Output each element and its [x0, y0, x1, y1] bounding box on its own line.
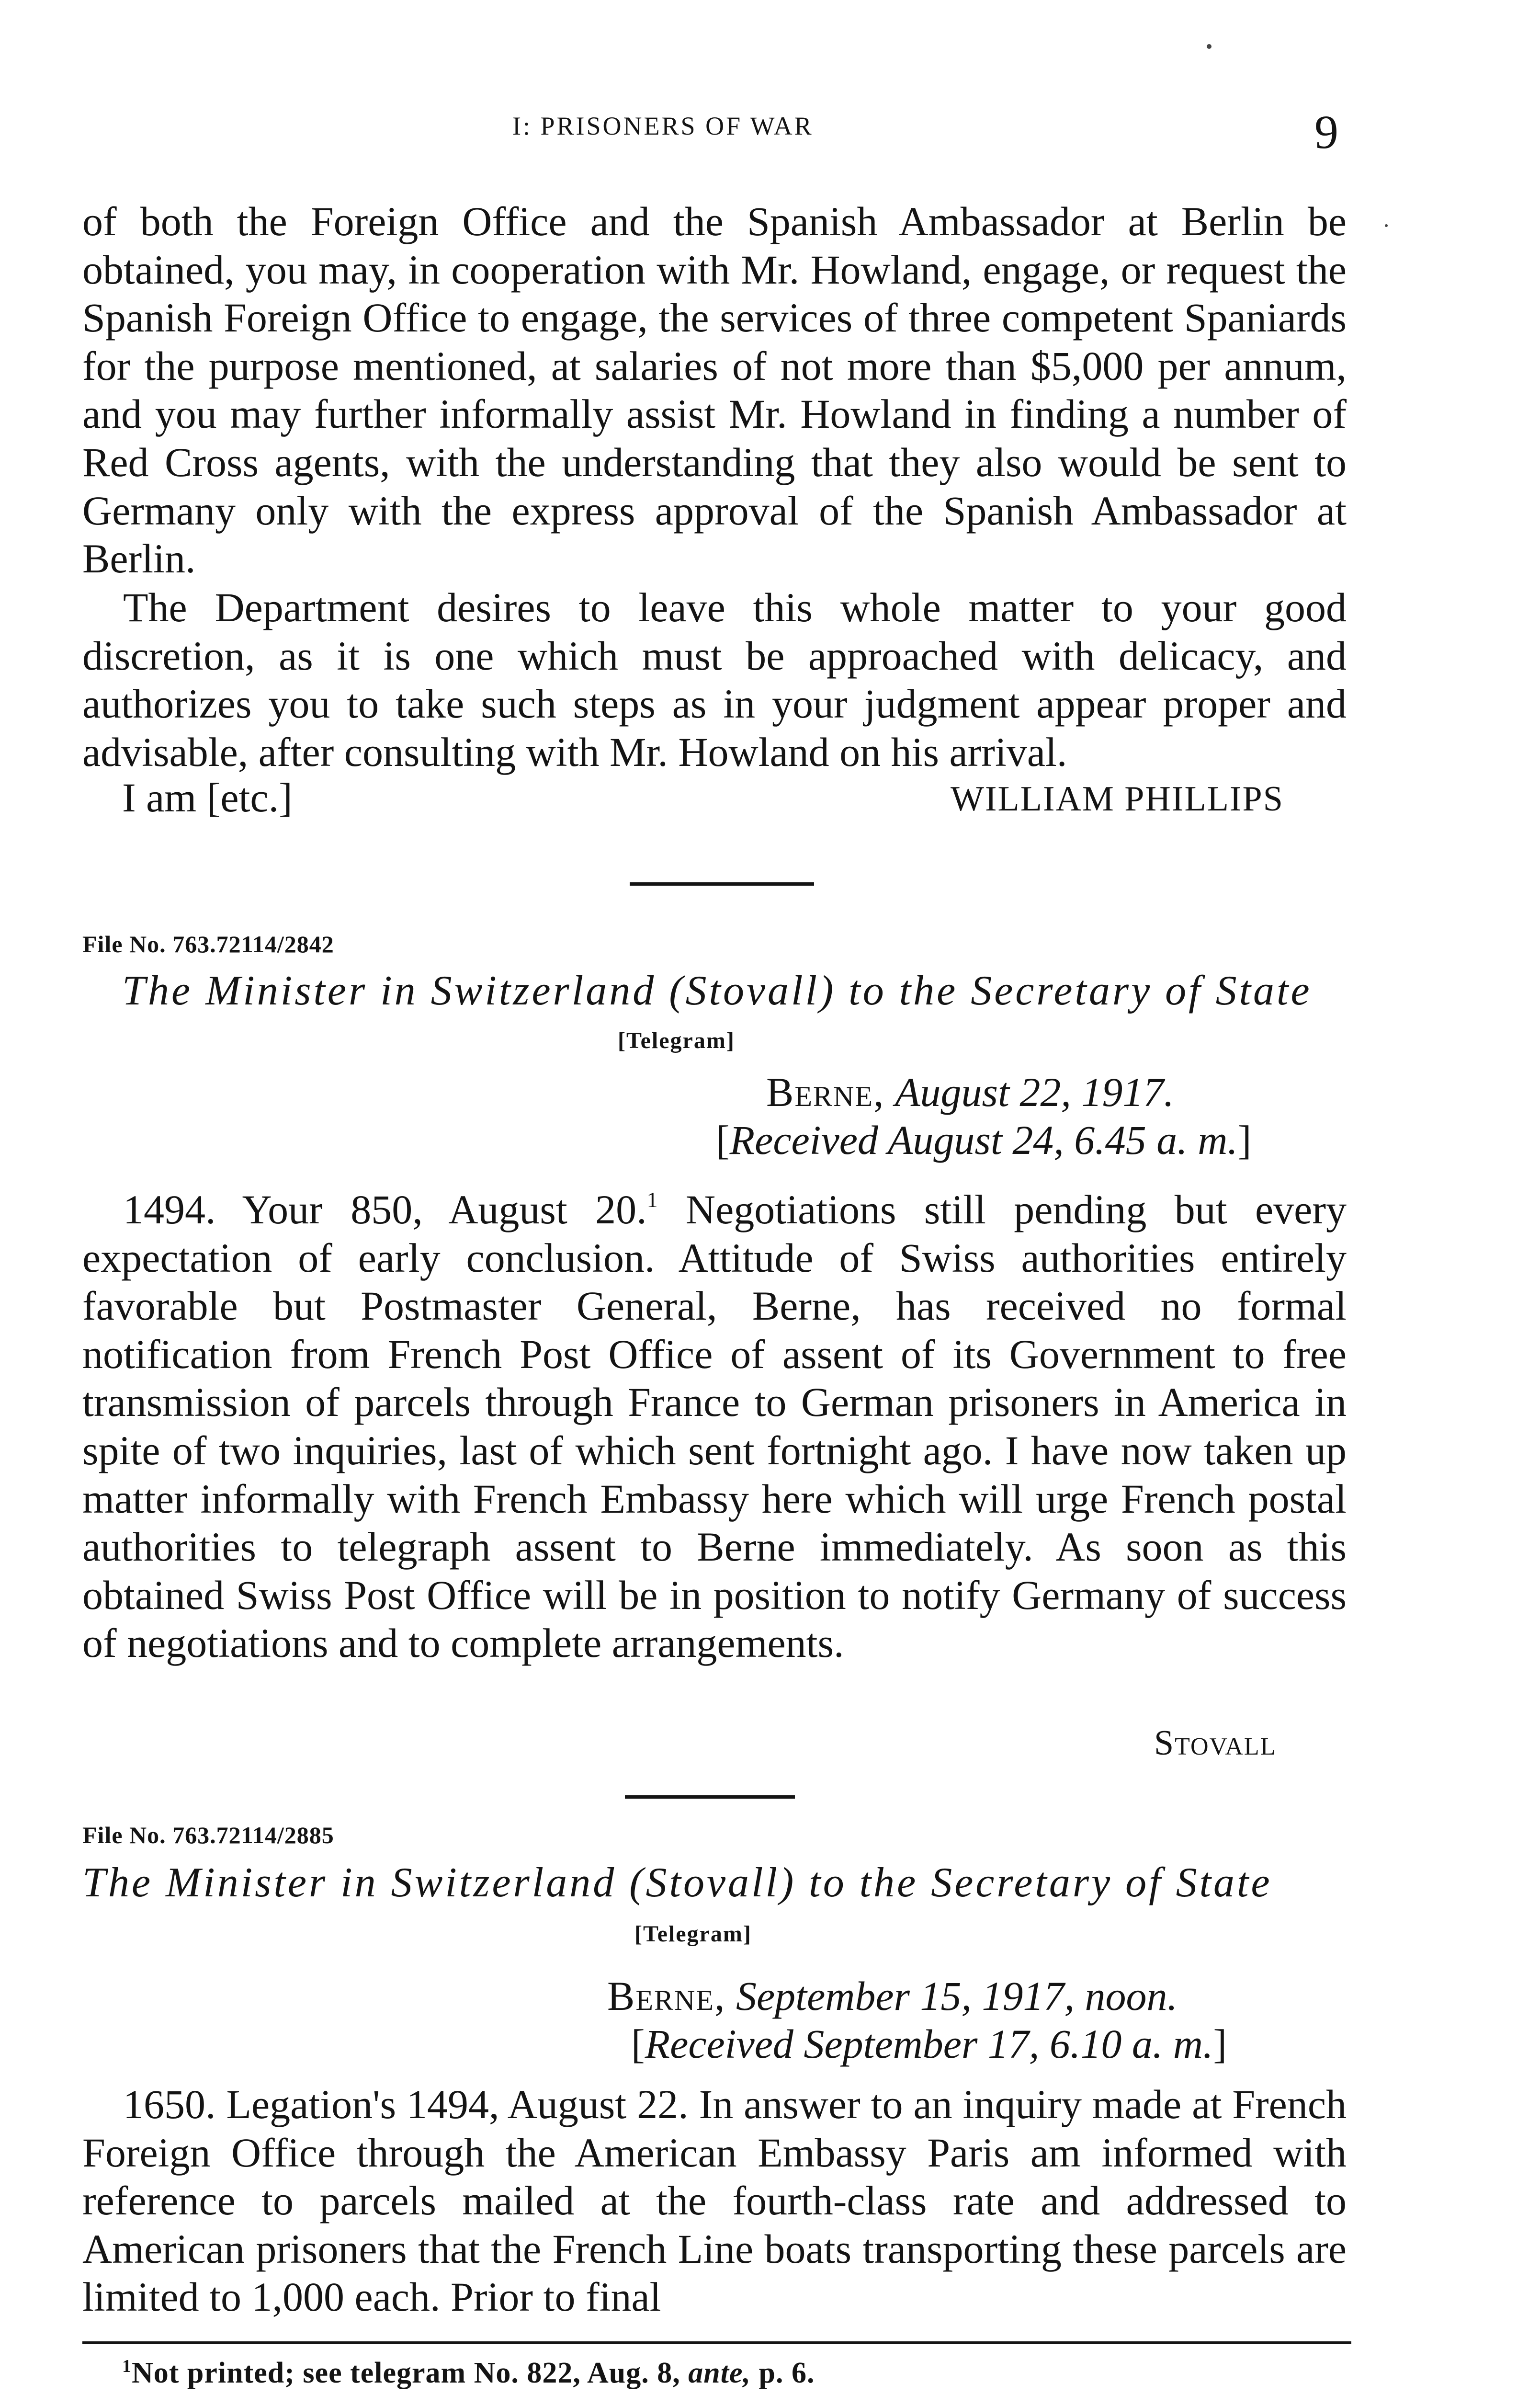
telegram-body: [82, 2080, 1347, 2321]
letter-paragraph-2: [82, 583, 1347, 776]
document-heading: The Minister in Switzerland (Stovall) to the Secretary of State: [122, 968, 1312, 1014]
file-number: File No. 763.72114/2885: [82, 1822, 334, 1848]
received-line: [631, 2020, 1227, 2068]
letter-paragraph-1: [82, 197, 1347, 583]
scan-speck: [1385, 224, 1388, 227]
footnote-rule: [82, 2341, 1351, 2344]
letter-paragraph-1-text: of both the Foreign Office and the Spanish Ambassador at Berlin be obtained, you may, in cooperation with Mr. Howland, engage, or request the Spanish Foreign Office to engage, the services of three competent Spaniards for the purpose mentioned, at salaries of not more than $5,000 per annum, and you may further informally assist Mr. Howland in finding a number of Red Cross agents, with the understanding that they also would be sent to Germany only with the express approval of the Spanish Ambassador at Berlin.: [82, 198, 1347, 582]
received-text: Received August 24, 6.45 a. m.: [729, 1117, 1238, 1163]
telegram-label: [Telegram]: [634, 1921, 752, 1947]
telegram-body-rest: Negotiations still pending but every expectation of early conclusion. Attitude of Swiss authorities entirely favorable but Postmaster General, Berne, has received no formal notification from French Post Office of assent of its Government to free transmission of parcels through France to German prisoners in America in spite of two inquiries, last of which sent fortnight ago. I have now taken up matter informally with French Embassy here which will urge French postal authorities to telegraph assent to Berne immediately. As soon as this obtained Swiss Post Office will be in position to notify Germany of success of negotiations and to complete arrangements.: [82, 1186, 1347, 1666]
document-heading: The Minister in Switzerland (Stovall) to the Secretary of State: [82, 1859, 1272, 1906]
dateline-date: September 15, 1917, noon.: [736, 1973, 1178, 2019]
received-text: Received September 17, 6.10 a. m.: [645, 2021, 1213, 2067]
dateline-date: August 22, 1917.: [895, 1069, 1174, 1115]
footnote-text-before: Not printed; see telegram No. 822, Aug. 8,: [132, 2357, 680, 2389]
footnote-mark: 1: [122, 2356, 132, 2376]
received-bracket-close: ]: [1237, 1117, 1252, 1163]
received-bracket-close: ]: [1213, 2021, 1227, 2067]
section-divider: [625, 1795, 795, 1799]
footnote: [122, 2356, 815, 2390]
scan-speck: [1207, 44, 1212, 49]
telegram-label: [Telegram]: [618, 1028, 735, 1053]
footnote-ante: ante,: [688, 2357, 751, 2389]
dateline-place: Berne,: [766, 1069, 885, 1115]
running-head: I: PRISONERS OF WAR: [512, 112, 814, 140]
footnote-text-after: p. 6.: [759, 2357, 815, 2389]
letter-signature: WILLIAM PHILLIPS: [951, 779, 1284, 819]
section-divider: [630, 882, 814, 886]
telegram-signature: Stovall: [1154, 1723, 1277, 1763]
letter-paragraph-2-text: The Department desires to leave this whole matter to your good discretion, as it is one which must be approached with delicacy, and authorizes you to take such steps as in your judgment appear proper and advisable, after consulting with Mr. Howland on his arrival.: [82, 584, 1347, 775]
page-number: 9: [1314, 105, 1338, 159]
received-line: [716, 1116, 1252, 1164]
file-number: File No. 763.72114/2842: [82, 931, 334, 958]
telegram-body-text: [82, 1186, 1347, 1667]
telegram-body-lead: 1494. Your 850, August 20.: [123, 1186, 647, 1232]
received-bracket-open: [: [631, 2021, 645, 2067]
dateline: [607, 1972, 1178, 2020]
dateline-place: Berne,: [607, 1973, 726, 2019]
telegram-body-text: 1650. Legation's 1494, August 22. In answer to an inquiry made at French Foreign Office through the American Embassy Paris am informed with reference to parcels mailed at the fourth-class rate and addressed to American prisoners that the French Line boats transporting these parcels are limited to 1,000 each. Prior to final: [82, 2081, 1347, 2320]
telegram-body: [82, 1186, 1347, 1667]
letter-signoff: I am [etc.]: [122, 775, 293, 821]
received-bracket-open: [: [716, 1117, 730, 1163]
dateline: [766, 1068, 1174, 1116]
footnote-reference: 1: [646, 1187, 658, 1212]
